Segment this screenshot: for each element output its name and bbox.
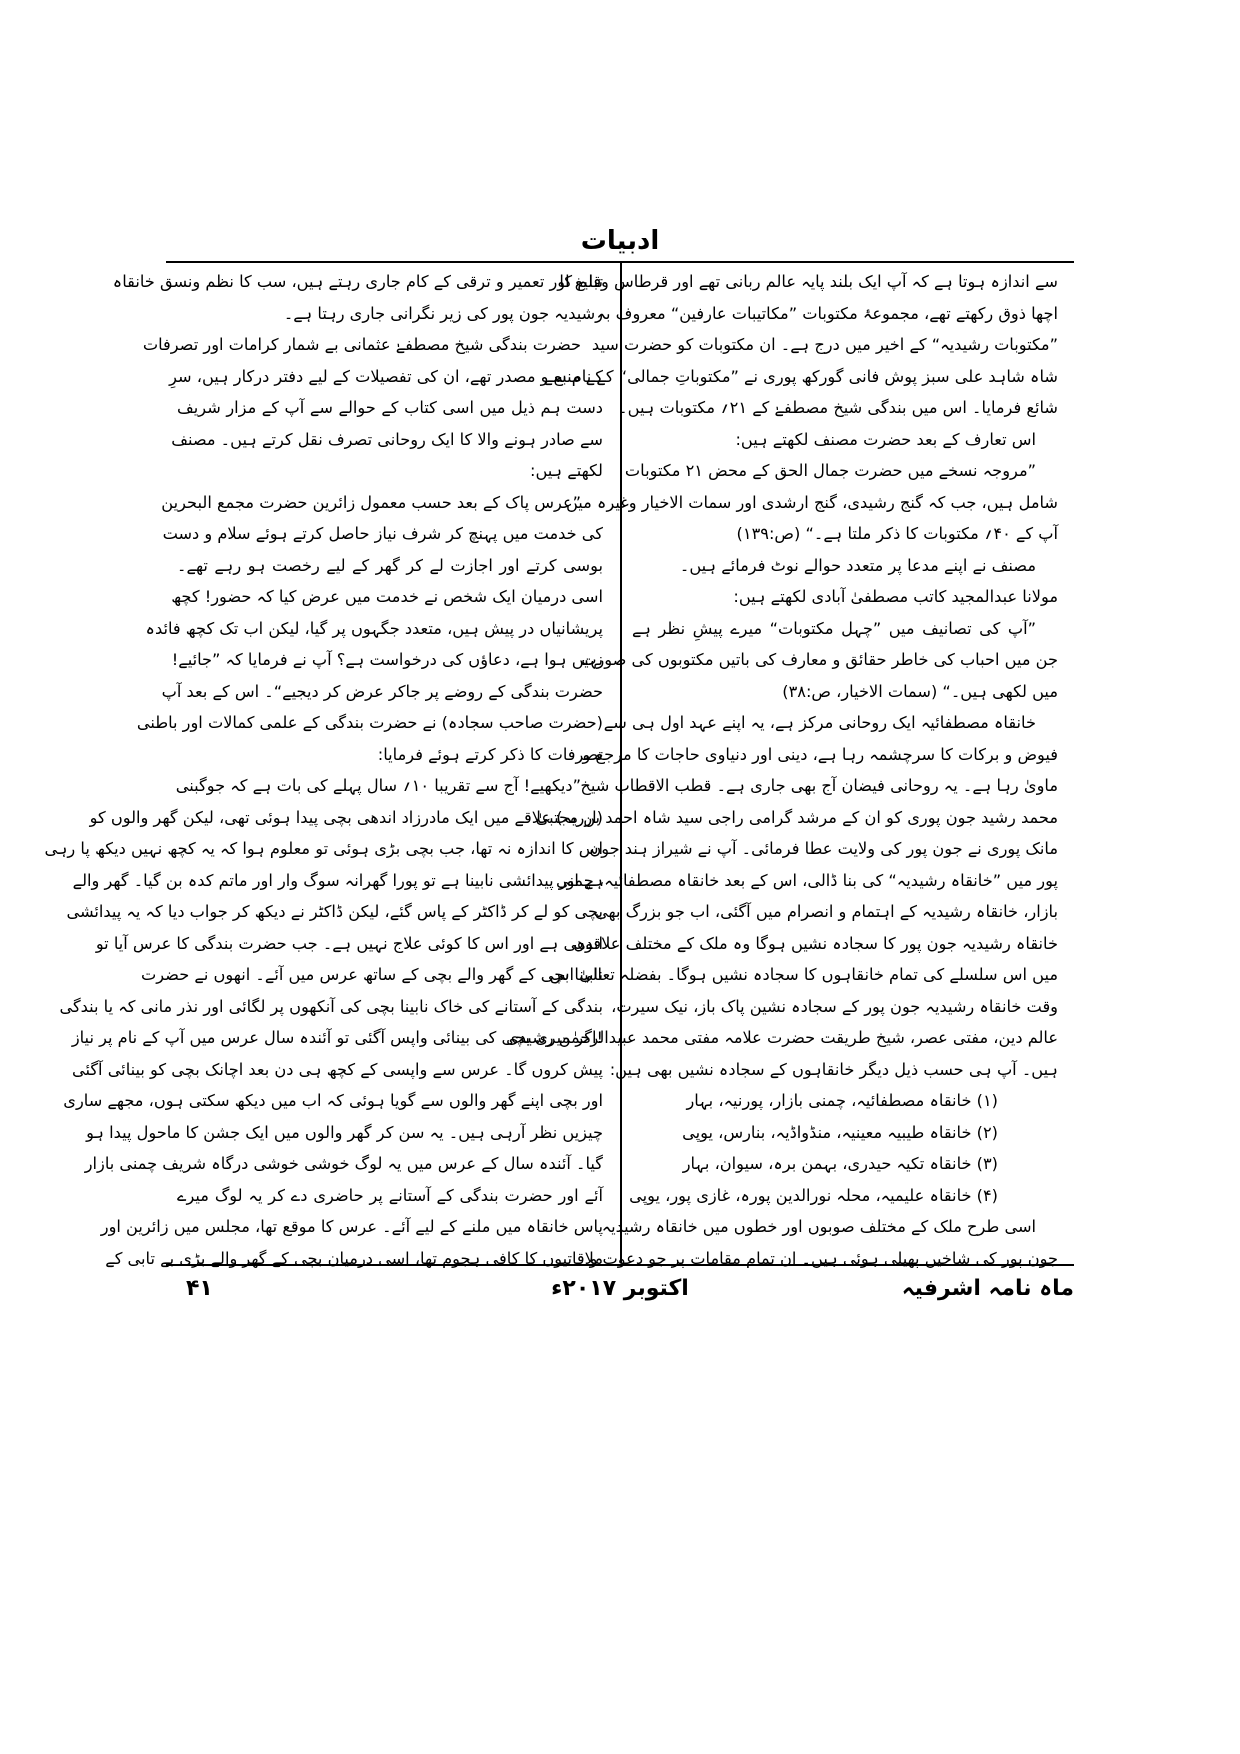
text-line: تصرفات کا ذکر کرتے ہوئے فرمایا:	[377, 744, 603, 764]
text-line: بوسی کرتے اور اجازت لے کر گھر کے لیے رخصت ہو رہے تھے۔	[177, 555, 603, 575]
text-line: پاس خانقاہ میں ملنے کے لیے آئے۔ عرس کا موقع تھا، مجلس میں زائرین اور	[100, 1217, 603, 1236]
text-line: ”آپ کی تصانیف میں ”چہل مکتوبات“ میرے پیشِ نظر ہے	[632, 618, 1036, 638]
text-line: ”عرس پاک کے بعد حسب معمول زائرین حضرت مجمع البحرین	[161, 492, 581, 512]
text-line: ”دیکھیے! آج سے تقریبا ۱۰؍ سال پہلے کی بات ہے کہ جوگبنی	[175, 776, 581, 795]
text-line: بچی کو لے کر ڈاکٹر کے پاس گئے، لیکن ڈاکٹر نے دیکھ کر جواب دیا کہ یہ پیدائشی	[66, 902, 603, 921]
footer-date: اکتوبر ۲۰۱۷ء	[551, 1276, 689, 1301]
text-line: شائع فرمایا۔ اس میں بندگی شیخ مصطفےٰ کے ۲۱؍ مکتوبات ہیں۔	[618, 398, 1058, 417]
right-column	[506, 266, 1058, 1268]
text-line: اس کا اندازہ نہ تھا، جب بچی بڑی ہوئی تو معلوم ہوا کہ یہ کچھ نہیں دیکھ پا رہی	[44, 839, 603, 858]
text-line: جن میں احباب کی خاطر حقائق و معارف کی باتیں مکتوبوں کی صورت	[581, 650, 1058, 669]
text-line: ”مروجہ نسخے میں حضرت جمال الحق کے محض ۲۱ مکتوبات	[624, 461, 1036, 480]
text-line: سے اندازہ ہوتا ہے کہ آپ ایک بلند پایہ عالم ربانی تھے اور قرطاس وقلم کا	[559, 272, 1058, 291]
text-line: (۱) خانقاہ مصطفائیہ، چمنی بازار، پورنیہ، بہار	[686, 1091, 998, 1110]
text-line: (۲) خانقاہ طیبیہ معینیہ، منڈواڈیہ، بنارس، یوپی	[682, 1122, 998, 1142]
text-line: دست ہم ذیل میں اسی کتاب کے حوالے سے آپ کے مزار شریف	[177, 398, 603, 417]
text-line: پریشانیاں در پیش ہیں، متعدد جگہوں پر گیا، لیکن اب تک کچھ فائدہ	[145, 618, 603, 638]
text-line: (حضرت صاحب سجادہ) نے حضرت بندگی کے علمی کمالات اور باطنی	[136, 713, 603, 732]
text-line: نہیں ہوا ہے، دعاؤں کی درخواست ہے؟ آپ نے فرمایا کہ ”جائیے!	[171, 650, 603, 669]
text-line: اسی طرح ملک کے مختلف صوبوں اور خطوں میں خانقاہ رشیدیہ	[601, 1217, 1036, 1236]
text-line: شامل ہیں، جب کہ گنج رشیدی، گنج ارشدی اور سمات الاخیار وغیرہ میں	[565, 492, 1058, 512]
text-line: عالم دین، مفتی عصر، شیخ طریقت حضرت علامہ مفتی محمد عبیدالرحمٰن رشیدی	[506, 1028, 1058, 1047]
text-line: اچھا ذوق رکھتے تھے، مجموعۂ مکتوبات ”مکاتیبات عارفین“ معروف بہ	[596, 303, 1058, 323]
text-line: رشیدیہ جون پور کی زیر نگرانی جاری رہتا ہے۔	[283, 303, 603, 323]
text-line: کے منبع و مصدر تھے، ان کی تفصیلات کے لیے دفتر درکار ہیں، سرِ	[169, 366, 603, 386]
text-line: گیا۔ آئندہ سال کے عرس میں یہ لوگ خوشی خوشی درگاہ شریف چمنی بازار	[84, 1154, 603, 1173]
text-line: فیوض و برکات کا سرچشمہ رہا ہے، دینی اور دنیاوی حاجات کا مرجع و	[582, 744, 1058, 764]
text-line: کی خدمت میں پہنچ کر شرف نیاز حاصل کرتے ہوئے سلام و دست	[162, 524, 603, 543]
text-line: اسی درمیان ایک شخص نے خدمت میں عرض کیا کہ حضور! کچھ	[171, 587, 603, 606]
text-line: پیش کروں گا۔ عرس سے واپسی کے کچھ ہی دن بعد اچانک بچی کو بینائی آگئی	[71, 1059, 603, 1079]
text-line: میں لکھی ہیں۔“ (سمات الاخیار، ص:۳۸)	[782, 681, 1058, 701]
footer-magazine-name: ماہ نامہ اشرفیہ	[901, 1276, 1074, 1301]
page-header-title: ادبیات	[580, 226, 660, 256]
text-line: محمد رشید جون پوری کو ان کے مرشد گرامی راجی سید شاہ احمد بن مجتبیٰ	[535, 807, 1058, 827]
text-line: حضرت بندگی کے روضے پر جاکر عرض کر دیجیے“۔ اس کے بعد آپ	[161, 681, 603, 701]
text-line: ہیں۔ آپ ہی حسب ذیل دیگر خانقاہوں کے سجادہ نشیں بھی ہیں:	[609, 1059, 1058, 1079]
footer-page-number: ۴۱	[186, 1276, 213, 1301]
text-line: (۴) خانقاہ علیمیہ، محلہ نورالدین پورہ، غازی پور، یوپی	[629, 1185, 998, 1205]
text-line: تبلیغ اور تعمیر و ترقی کے کام جاری رہتے ہیں، سب کا نظم ونسق خانقاہ	[112, 272, 603, 291]
text-line: مانک پوری نے جون پور کی ولایت عطا فرمائی۔ آپ نے شیراز ہند جون	[589, 839, 1058, 858]
text-line: بازار، خانقاہ رشیدیہ کے اہتمام و انصرام میں آگئی، اب جو بزرگ بھی	[594, 902, 1058, 921]
text-line: ”مکتوبات رشیدیہ“ کے اخیر میں درج ہے۔ ان مکتوبات کو حضرت سید	[591, 335, 1058, 354]
text-line: ہے اور پیدائشی نابینا ہے تو پورا گھرانہ سوگ وار اور ماتم کدہ بن گیا۔ گھر والے	[72, 870, 603, 890]
text-line: میں اس سلسلے کی تمام خانقاہوں کا سجادہ نشیں ہوگا۔ بفضلہ تعالیٰ اس	[549, 965, 1058, 984]
text-line: !اگر میری بچی کی بینائی واپس آگئی تو آئندہ سال عرس میں آپ کے نام پر نیاز	[71, 1028, 603, 1047]
text-line: آئے اور حضرت بندگی کے آستانے پر حاضری دے کر یہ لوگ میرے	[177, 1185, 603, 1205]
footer-rule	[166, 1264, 1074, 1266]
text-line: اور بچی اپنے گھر والوں سے گویا ہوئی کہ اب میں دیکھ سکتی ہوں، مجھے ساری	[63, 1091, 603, 1110]
text-line: سے صادر ہونے والا کا ایک روحانی تصرف نقل کرتے ہیں۔ مصنف	[171, 429, 603, 449]
text-line: (ارریہ) علاقے میں ایک مادرزاد اندھی بچی پیدا ہوئی تھی، لیکن گھر والوں کو	[89, 807, 603, 827]
text-line: بندگی کے آستانے کی خاک نابینا بچی کی آنکھوں پر لگائی اور نذر مانی کہ یا بندگی	[59, 996, 603, 1016]
text-line: آپ کے ۴۰؍ مکتوبات کا ذکر ملتا ہے۔“ (ص:۱۳۹)	[736, 524, 1058, 543]
text-line: (۳) خانقاہ تکیہ حیدری، بہمن برہ، سیوان، بہار	[682, 1154, 998, 1173]
text-line: شاہ شاہد علی سبز پوش فانی گورکھ پوری نے ”مکتوباتِ جمالی“ کے نام سے	[543, 366, 1058, 386]
left-column	[44, 266, 603, 1268]
text-line: پور میں ”خانقاہ رشیدیہ“ کی بنا ڈالی، اس کے بعد خانقاہ مصطفائیہ، چمنی	[555, 870, 1058, 890]
text-line: چیزیں نظر آرہی ہیں۔ یہ سن کر گھر والوں میں ایک جشن کا ماحول پیدا ہو	[86, 1122, 603, 1142]
text-line: خانقاہ رشیدیہ جون پور کا سجادہ نشیں ہوگا وہ ملک کے مختلف علاقوں	[573, 933, 1058, 953]
text-line: اندھی ہے اور اس کا کوئی علاج نہیں ہے۔ جب حضرت بندگی کا عرس آیا تو	[95, 933, 603, 953]
text-line: جون پور کی شاخیں پھیلی ہوئی ہیں۔ ان تمام مقامات پر جو دعوت و	[589, 1248, 1058, 1268]
text-line: نابینا بچی کے گھر والے بچی کے ساتھ عرس میں آئے۔ انھوں نے حضرت	[141, 965, 603, 984]
text-line: ملاقاتیوں کا کافی ہجوم تھا، اسی درمیان بچی کے گھر والے بڑی بے تابی کے	[105, 1248, 603, 1268]
text-line: مولانا عبدالمجید کاتب مصطفیٰ آبادی لکھتے ہیں:	[733, 587, 1058, 606]
text-line: اس تعارف کے بعد حضرت مصنف لکھتے ہیں:	[735, 429, 1036, 449]
text-line: وقت خانقاہ رشیدیہ جون پور کے سجادہ نشین پاک باز، نیک سیرت،	[611, 996, 1058, 1016]
text-line: لکھتے ہیں:	[530, 461, 603, 480]
text-line: خانقاہ مصطفائیہ ایک روحانی مرکز ہے، یہ اپنے عہد اول ہی سے	[603, 713, 1036, 732]
text-line: ماویٰ رہا ہے۔ یہ روحانی فیضان آج بھی جاری ہے۔ قطب الاقطاب شیخ	[580, 776, 1058, 795]
text-line: مصنف نے اپنے مدعا پر متعدد حوالے نوٹ فرمائے ہیں۔	[679, 555, 1036, 575]
text-line: حضرت بندگی شیخ مصطفےٰ عثمانی بے شمار کرامات اور تصرفات	[142, 335, 581, 354]
